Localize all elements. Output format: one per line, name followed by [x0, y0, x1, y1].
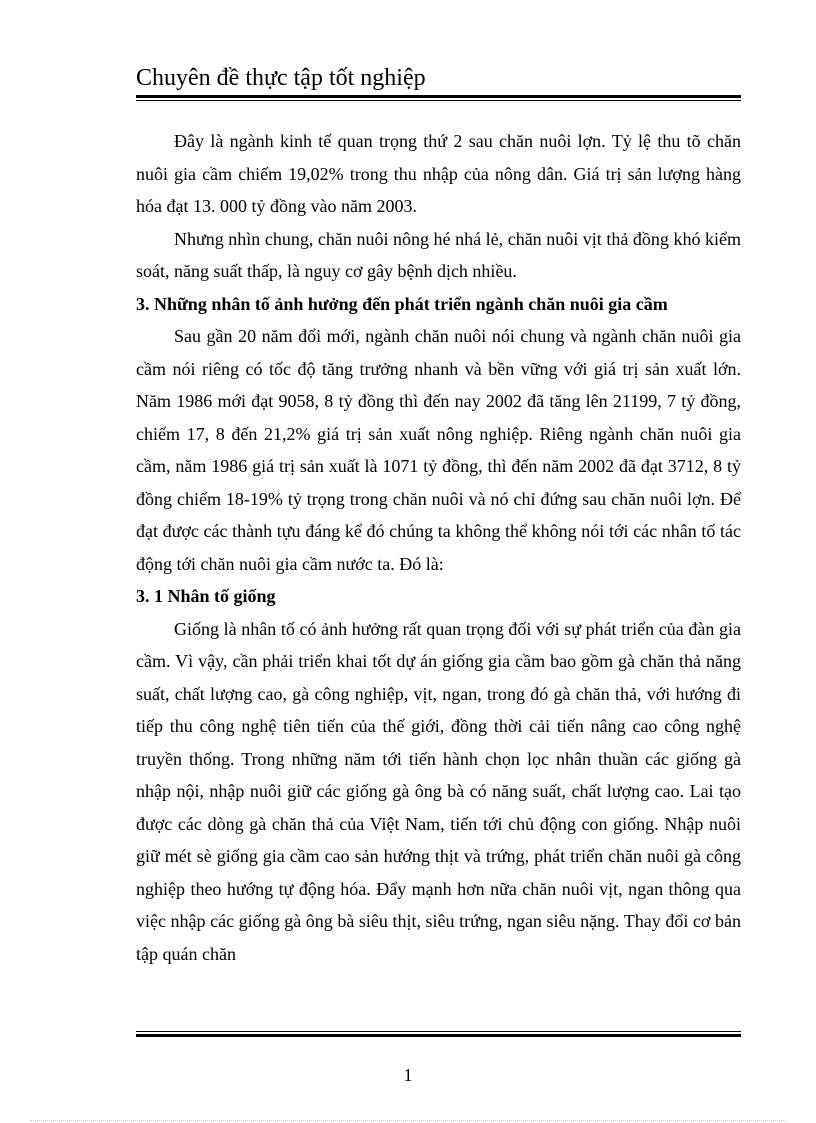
footer-divider [136, 1031, 741, 1037]
section-heading: 3. Những nhân tố ảnh hưởng đến phát triển ngành chăn nuôi gia cầm [136, 293, 668, 314]
page-edge [30, 1120, 786, 1121]
paragraph: Sau gần 20 năm đổi mới, ngành chăn nuôi nói chung và ngành chăn nuôi gia cầm nói riêng có tốc độ tăng trưởng nhanh và bền vững với giá trị sản xuất lớn. Năm 1986 mới đạt 9058, 8 tỷ đồng thì đến nay 2002 đã tăng lên 21199, 7 tỷ đồng, chiếm 17, 8 đến 21,2% giá trị sản xuất nông nghiệp. Riêng ngành chăn nuôi gia cầm, năm 1986 giá trị sản xuất là 1071 tỷ đồng, thì đến năm 2002 đã đạt 3712, 8 tỷ đồng chiếm 18-19% tỷ trọng trong chăn nuôi và nó chỉ đứng sau chăn nuôi lợn. Để đạt được các thành tựu đáng kể đó chúng ta không thể không nói tới các nhân tố tác động tới chăn nuôi gia cầm nước ta. Đó là: [136, 326, 741, 574]
document-body [136, 125, 741, 970]
header-divider [136, 95, 741, 101]
page-header-title: Chuyên đề thực tập tốt nghiệp [136, 65, 426, 91]
subsection-heading: 3. 1 Nhân tố giống [136, 586, 276, 606]
page-number: 1 [403, 1065, 413, 1085]
paragraph: Giống là nhân tố có ảnh hưởng rất quan trọng đối với sự phát triển của đàn gia cầm. Vì vậy, cần phải triển khai tốt dự án giống gia cầm bao gồm gà chăn thả năng suất, chất lượng cao, gà công nghiệp, vịt, ngan, trong đó gà chăn thả, với hướng đi tiếp thu công nghệ tiên tiến của thế giới, đồng thời cải tiến nâng cao công nghệ truyền thống. Trong những năm tới tiến hành chọn lọc nhân thuần các giống gà nhập nội, nhập nuôi giữ các giống gà ông bà có năng suất, chất lượng cao. Lai tạo được các dòng gà chăn thả của Việt Nam, tiến tới chủ động con giống. Nhập nuôi giữ mét sè giống gia cầm cao sản hướng thịt và trứng, phát triển chăn nuôi gà công nghiệp theo hướng tự động hóa. Đẩy mạnh hơn nữa chăn nuôi vịt, ngan thông qua việc nhập các giống gà ông bà siêu thịt, siêu trứng, ngan siêu nặng. Thay đổi cơ bản tập quán chăn [136, 618, 741, 964]
paragraph: Nhưng nhìn chung, chăn nuôi nông hé nhá lẻ, chăn nuôi vịt thả đồng khó kiểm soát, năng suất thấp, là nguy cơ gây bệnh dịch nhiều. [136, 228, 741, 281]
paragraph: Đây là ngành kinh tế quan trọng thứ 2 sau chăn nuôi lợn. Tỷ lệ thu tõ chăn nuôi gia cầm chiếm 19,02% trong thu nhập của nông dân. Giá trị sản lượng hàng hóa đạt 13. 000 tỷ đồng vào năm 2003. [136, 131, 741, 216]
